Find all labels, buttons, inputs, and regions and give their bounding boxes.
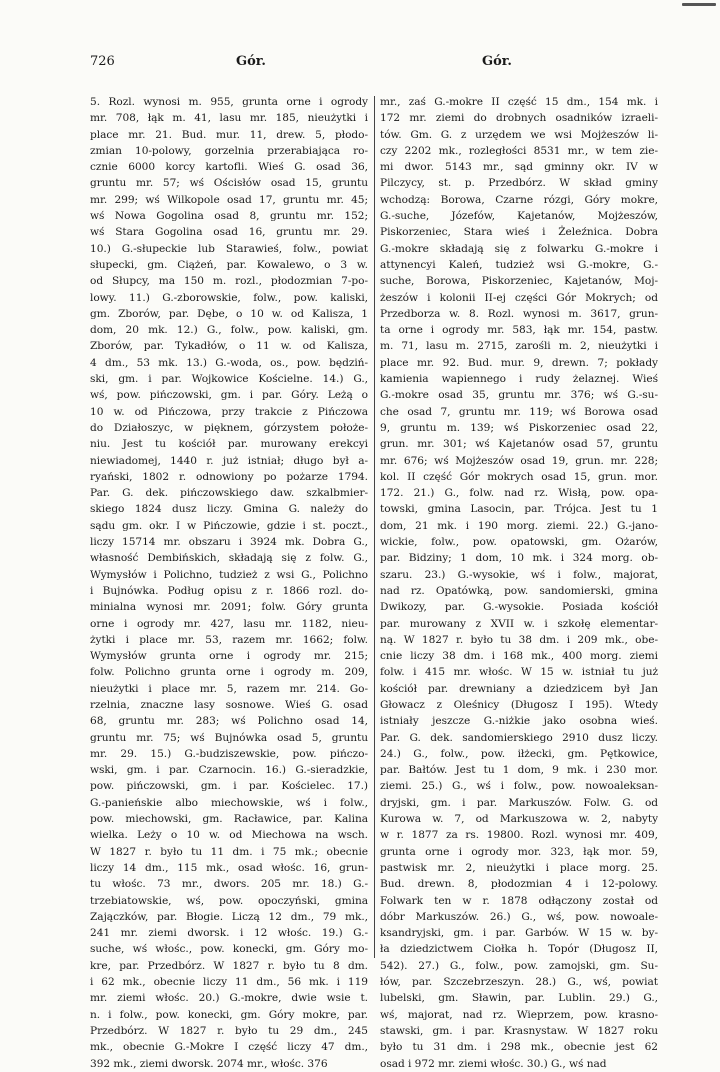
text-line: wś Stara Gogolina osad 16, gruntu mr. 29. [90, 226, 368, 239]
text-line: było tu 31 dm. i 298 mk., obecnie jest 62 [380, 1041, 658, 1054]
text-line: tu włośc. 73 mr., dwors. 205 mr. 18.) G.- [90, 878, 368, 891]
text-line: wś Nowa Gogolina osad 8, gruntu mr. 152; [90, 210, 368, 223]
text-line: mr. 708, łąk m. 41, lasu mr. 185, nieużytki i [90, 112, 368, 125]
text-line: G.-suche, Józefów, Kajetanów, Mojżeszów, [380, 210, 658, 223]
text-line: mr. 299; wś Wilkopole osad 17, gruntu mr. 45; [90, 193, 368, 206]
text-line: liczy 15714 mr. obszaru i 3924 mk. Dobra G., [90, 536, 368, 549]
text-line: W 1827 r. było tu 11 dm. i 75 mk.; obecnie [90, 845, 368, 858]
text-line: mr., zaś G.-mokre II część 15 dm., 154 mk. i [380, 96, 658, 108]
text-line: kościół par. drewniany a dziedzicem był Jan [380, 682, 658, 695]
text-line: minialna wynosi mr. 2091; folw. Góry grunta [90, 601, 368, 614]
left-column [90, 94, 368, 1072]
text-line: par. Bidziny; 1 dom, 10 mk. i 324 morg. ob- [380, 552, 658, 565]
text-line: lowy. 11.) G.-zborowskie, folw., pow. kaliski, [90, 291, 368, 304]
text-line: łów, par. Szczebrzeszyn. 28.) G., wś, powiat [380, 976, 658, 989]
scan-edge-mark [682, 3, 716, 6]
text-line: liczy 14 dm., 115 mk., osad włośc. 16, grun- [90, 861, 368, 874]
text-line: Folwark ten w r. 1878 odłączony został od [380, 894, 658, 907]
text-line: grunta orne i ogrody mor. 323, łąk mor. 59, [380, 845, 658, 858]
text-line: Głowacz z Oleśnicy (Długosz I 195). Wtedy [380, 698, 658, 711]
text-line: sądu gm. okr. I w Pińczowie, gdzie i st. poczt., [90, 519, 368, 532]
text-line: pow. miechowski, gm. Racławice, par. Kalina [90, 813, 368, 826]
text-line: zmian 10-polowy, gorzelnia przerabiająca ro- [90, 144, 368, 157]
text-line: ryański, 1802 r. odnowiony po pożarze 1794. [90, 470, 368, 483]
text-line: niewiadomej, 1440 r. już istniał; długo był a- [90, 454, 368, 467]
text-line: cznie 6000 korcy kartofli. Wieś G. osad 36, [90, 161, 368, 174]
text-line: 24.) G., folw., pow. iłżecki, gm. Pętkowice, [380, 747, 658, 760]
text-line: rzelnia, znaczne lasy sosnowe. Wieś G. osad [90, 698, 368, 711]
text-line: Zajączków, par. Błogie. Liczą 12 dm., 79 mk., [90, 910, 368, 923]
text-line: czy 2202 mk., rozległości 8531 mr., w tem zie- [380, 144, 658, 157]
text-line: trzebiatowskie, wś, pow. opoczyński, gmina [90, 894, 368, 907]
text-line: niu. Jest tu kościół par. murowany erekcyi [90, 438, 368, 451]
text-line: place mr. 21. Bud. mur. 11, drew. 5, płodo- [90, 128, 368, 141]
text-line: G.-mokre osad 35, gruntu mr. 376; wś G.-su- [380, 389, 658, 402]
text-line: mr. 676; wś Mojżeszów osad 19, grun. mr. 228; [380, 454, 658, 467]
text-line: kol. II część Gór mokrych osad 15, grun. mor. [380, 470, 658, 483]
text-line: dom, 21 mk. i 190 morg. ziemi. 22.) G.-jano- [380, 519, 658, 532]
text-line: dóbr Markuszów. 26.) G., wś, pow. nowoale- [380, 910, 658, 923]
text-line: par. Bałtów. Jest tu 1 dom, 9 mk. i 230 mor. [380, 764, 658, 777]
text-line: Wymysłów i Polichno, tudzież z wsi G., Polichno [90, 568, 368, 581]
text-line: ski, gm. i par. Wojkowice Kościelne. 14.) G., [90, 373, 368, 386]
page-number: 726 [90, 54, 115, 69]
text-line: własność Dembińskich, składają się z folw. G., [90, 552, 368, 565]
text-line: Wymysłów grunta orne i ogrody mr. 215; [90, 650, 368, 663]
text-line: cnie liczy 38 dm. i 168 mk., 400 morg. ziemi [380, 650, 658, 663]
running-head-left: Gór. [236, 54, 266, 69]
text-line: mk., obecnie G.-Mokre I część liczy 47 dm., [90, 1041, 368, 1054]
column-divider [374, 96, 375, 958]
text-line: place mr. 92. Bud. mur. 9, drewn. 7; pokłady [380, 356, 658, 369]
text-line: osad i 972 mr. ziemi włośc. 30.) G., wś nad [380, 1057, 607, 1070]
text-line: 172. 21.) G., folw. nad rz. Wisłą, pow. opa- [380, 487, 658, 500]
text-line: pastwisk mr. 2, nieużytki i place morg. 25. [380, 861, 658, 874]
text-line: gm. Zborów, par. Dębe, o 10 w. od Kalisza, 1 [90, 307, 368, 320]
text-line: skiego 1824 dusz liczy. Gmina G. należy do [90, 503, 368, 516]
text-line: wś, pow. pińczowski, gm. i par. Góry. Leżą o [90, 389, 368, 402]
text-line: Zborów, par. Tykadłów, o 11 w. od Kalisza, [90, 340, 368, 353]
text-line: od Słupcy, ma 150 m. rozl., płodozmian 7-po- [90, 275, 368, 288]
text-line: wski, gm. i par. Czarnocin. 16.) G.-sieradzkie, [90, 764, 368, 777]
text-line: lubelski, gm. Sławin, par. Lublin. 29.) G., [380, 992, 658, 1005]
running-header [90, 54, 660, 76]
text-line: wickie, folw., pow. opatowski, gm. Ożarów, [380, 536, 658, 549]
text-line: m. 71, lasu m. 2715, zarośli m. 2, nieużytki i [380, 340, 658, 353]
right-column [380, 94, 658, 1072]
text-line: żeszów i kolonii II-ej części Gór Mokrych; od [380, 291, 658, 304]
text-line: i Bujnówka. Podług opisu z r. 1866 rozl. do- [90, 584, 368, 597]
text-line: mi dwor. 5143 mr., sąd gminny okr. IV w [380, 161, 658, 174]
text-line: n. i folw., pow. konecki, gm. Góry mokre, par. [90, 1008, 368, 1021]
text-line: kre, par. Przedbórz. W 1827 r. było tu 8 dm. [90, 959, 368, 972]
text-line: Par. G. dek. sandomierskiego 2910 dusz liczy. [380, 731, 658, 744]
text-line: G.-panieńskie albo miechowskie, wś i folw., [90, 796, 368, 809]
text-line: 10.) G.-słupeckie lub Starawieś, folw., powiat [90, 242, 368, 255]
text-line: dom, 20 mk. 12.) G., folw., pow. kaliski, gm. [90, 324, 368, 337]
text-line: ta orne i ogrody mr. 583, łąk mr. 154, pastw. [380, 324, 658, 337]
text-line: istniały jeszcze G.-niżkie jako osobna wieś. [380, 715, 658, 728]
text-columns [90, 94, 660, 1070]
text-line: gruntu mr. 75; wś Bujnówka osad 5, gruntu [90, 731, 368, 744]
text-line: tów. Gm. G. z urzędem we wsi Mojżeszów li- [380, 128, 658, 141]
text-line: żytki i place mr. 53, razem mr. 1662; folw. [90, 633, 368, 646]
running-head-right: Gór. [482, 54, 512, 69]
text-line: ksandryjski, gm. i par. Garbów. W 15 w. by- [380, 927, 658, 940]
text-line: Par. G. dek. pińczowskiego daw. szkalbmier- [90, 487, 368, 500]
text-line: grun. mr. 301; wś Kajetanów osad 57, gruntu [380, 438, 658, 451]
text-line: par. murowany z XVII w. i szkołę elementar- [380, 617, 658, 630]
text-line: che osad 7, gruntu mr. 119; wś Borowa osad [380, 405, 658, 418]
text-line: 392 mk., ziemi dworsk. 2074 mr., włośc. 376 [90, 1057, 328, 1070]
text-line: Bud. drewn. 8, płodozmian 4 i 12-polowy. [380, 878, 658, 891]
text-line: wielka. Leży o 10 w. od Miechowa na wsch. [90, 829, 368, 842]
text-line: gruntu mr. 57; wś Ościsłów osad 15, gruntu [90, 177, 368, 190]
text-line: Dwikozy, par. G.-wysokie. Posiada kościół [380, 601, 658, 614]
text-line: attynencyi Kaleń, tudzież wsi G.-mokre, G.- [380, 258, 658, 271]
text-line: dryjski, gm. i par. Markuszów. Folw. G. od [380, 796, 658, 809]
text-line: G.-mokre składają się z folwarku G.-mokre i [380, 242, 658, 255]
text-line: kamienia wapiennego i rudy żelaznej. Wieś [380, 373, 658, 386]
text-line: do Działoszyc, w pięknem, górzystem położe- [90, 421, 368, 434]
text-line: folw. i 415 mr. włośc. W 15 w. istniał tu już [380, 666, 658, 679]
text-line: orne i ogrody mr. 427, lasu mr. 1182, nieu- [90, 617, 368, 630]
text-line: suche, Borowa, Piskorzeniec, Kajetanów, Moj- [380, 275, 658, 288]
text-line: słupecki, gm. Ciążeń, par. Kowalewo, o 3 w. [90, 258, 368, 271]
text-line: ła dziedzictwem Ciołka h. Topór (Długosz II, [380, 943, 658, 956]
text-line: suche, wś włośc., pow. konecki, gm. Góry mo- [90, 943, 368, 956]
text-line: szaru. 23.) G.-wysokie, wś i folw., majorat, [380, 568, 658, 581]
text-line: 241 mr. ziemi dworsk. i 12 włośc. 19.) G.- [90, 927, 368, 940]
text-line: Piskorzeniec, Stara wieś i Żeleźnica. Dobra [380, 226, 658, 239]
text-line: Przedborza w. 8. Rozl. wynosi m. 3617, grun- [380, 307, 658, 320]
text-line: ną. W 1827 r. było tu 38 dm. i 209 mk., obe- [380, 633, 658, 646]
text-line: wchodzą: Borowa, Czarne rózgi, Góry mokre, [380, 193, 658, 206]
text-line: 4 dm., 53 mk. 13.) G.-woda, os., pow. będziń- [90, 356, 368, 369]
text-line: stawski, gm. i par. Krasnystaw. W 1827 roku [380, 1024, 658, 1037]
text-line: 172 mr. ziemi do drobnych osadników izraeli- [380, 112, 658, 125]
text-line: nieużytki i place mr. 5, razem mr. 214. Go- [90, 682, 368, 695]
text-line: i 62 mk., obecnie liczy 11 dm., 56 mk. i 119 [90, 976, 368, 989]
text-line: Przedbórz. W 1827 r. było tu 29 dm., 245 [90, 1024, 368, 1037]
text-line: Kurowa w. 7, od Markuszowa w. 2, nabyty [380, 813, 658, 826]
text-line: 10 w. od Pińczowa, przy trakcie z Pińczowa [90, 405, 368, 418]
text-line: mr. 29. 15.) G.-budziszewskie, pow. pińczo- [90, 747, 368, 760]
text-line: folw. Polichno grunta orne i ogrody m. 209, [90, 666, 368, 679]
text-line: 68, gruntu mr. 283; wś Polichno osad 14, [90, 715, 368, 728]
text-line: 9, gruntu m. 139; wś Piskorzeniec osad 22, [380, 421, 658, 434]
text-line: towski, gmina Lasocin, par. Trójca. Jest tu 1 [380, 503, 658, 516]
text-line: mr. ziemi włośc. 20.) G.-mokre, dwie wsie t. [90, 992, 368, 1005]
text-line: 542). 27.) G., folw., pow. zamojski, gm. Su- [380, 959, 658, 972]
text-line: ziemi. 25.) G., wś i folw., pow. nowoaleksan- [380, 780, 658, 793]
text-line: nad rz. Opatówką, pow. sandomierski, gmina [380, 584, 658, 597]
text-line: pow. pińczowski, gm. i par. Kościelec. 17.) [90, 780, 368, 793]
text-line: 5. Rozl. wynosi m. 955, grunta orne i ogrody [90, 96, 368, 108]
text-line: Pilczycy, st. p. Przedbórz. W skład gminy [380, 177, 658, 190]
text-line: wś, majorat, nad rz. Wieprzem, pow. krasno- [380, 1008, 658, 1021]
text-line: w r. 1877 za rs. 19800. Rozl. wynosi mr. 409, [380, 829, 658, 842]
